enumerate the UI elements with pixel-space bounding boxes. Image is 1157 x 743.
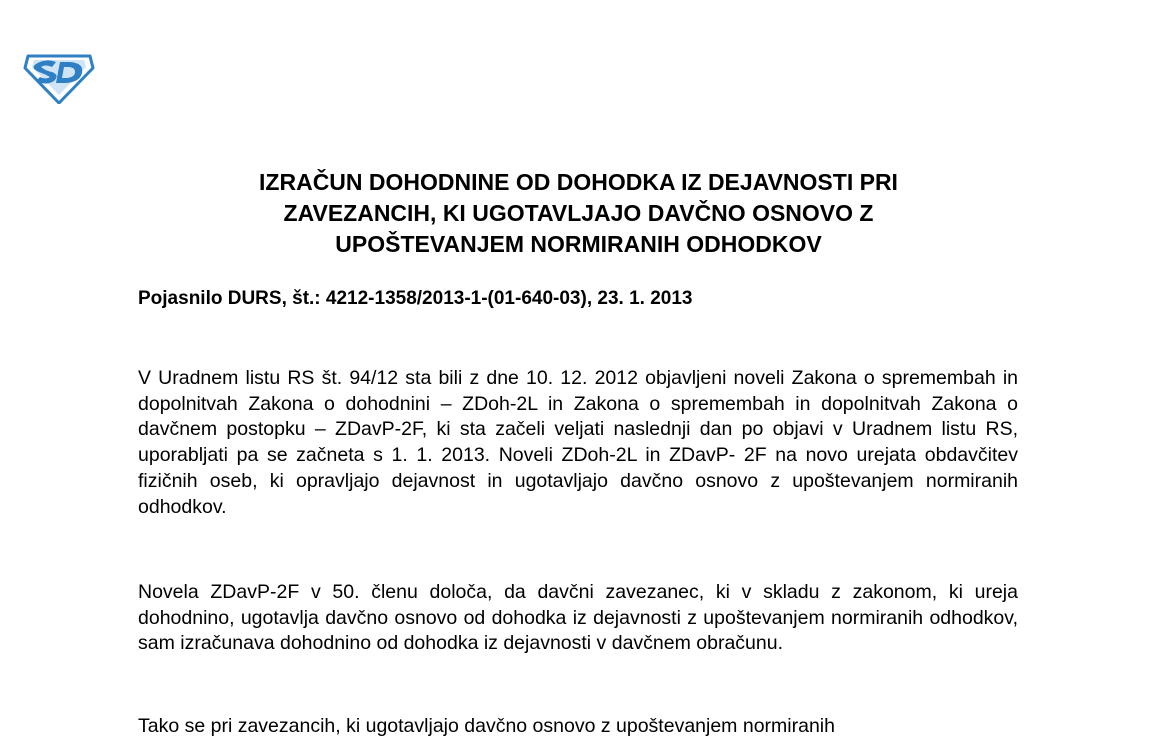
document-title	[0, 167, 1157, 260]
body-paragraph: V Uradnem listu RS št. 94/12 sta bili z dne 10. 12. 2012 objavljeni noveli Zakona o spremembah in dopolnitvah Zakona o dohodnini – ZDoh-2L in Zakona o spremembah in dopolnitvah Zakona o davčnem postopku – ZDavP-2F, ki sta začeli veljati naslednji dan po objavi v Uradnem listu RS, uporabljati pa se začneta s 1. 1. 2013. Noveli ZDoh-2L in ZDavP- 2F na novo urejata obdavčitev fizičnih oseb, ki opravljajo dejavnost in ugotavljajo davčno osnovo z upoštevanjem normiranih odhodkov.	[138, 367, 1018, 518]
body-paragraph: Tako se pri zavezancih, ki ugotavljajo davčno osnovo z upoštevanjem normiranih	[138, 715, 835, 737]
title-line: UPOŠTEVANJEM NORMIRANIH ODHODKOV	[335, 231, 822, 257]
title-line: ZAVEZANCIH, KI UGOTAVLJAJO DAVČNO OSNOVO Z	[283, 200, 874, 226]
sd-shield-logo	[22, 48, 96, 104]
body-paragraph: Novela ZDavP-2F v 50. členu določa, da davčni zavezanec, ki v skladu z zakonom, ki ureja dohodnino, ugotavlja davčno osnovo od dohodka iz dejavnosti z upoštevanjem normiranih odhodkov, sam izračunava dohodnino od dohodka iz dejavnosti v davčnem obračunu.	[138, 581, 1018, 655]
document-reference: Pojasnilo DURS, št.: 4212-1358/2013-1-(01-640-03), 23. 1. 2013	[138, 288, 693, 309]
title-line: IZRAČUN DOHODNINE OD DOHODKA IZ DEJAVNOSTI PRI	[259, 169, 898, 195]
